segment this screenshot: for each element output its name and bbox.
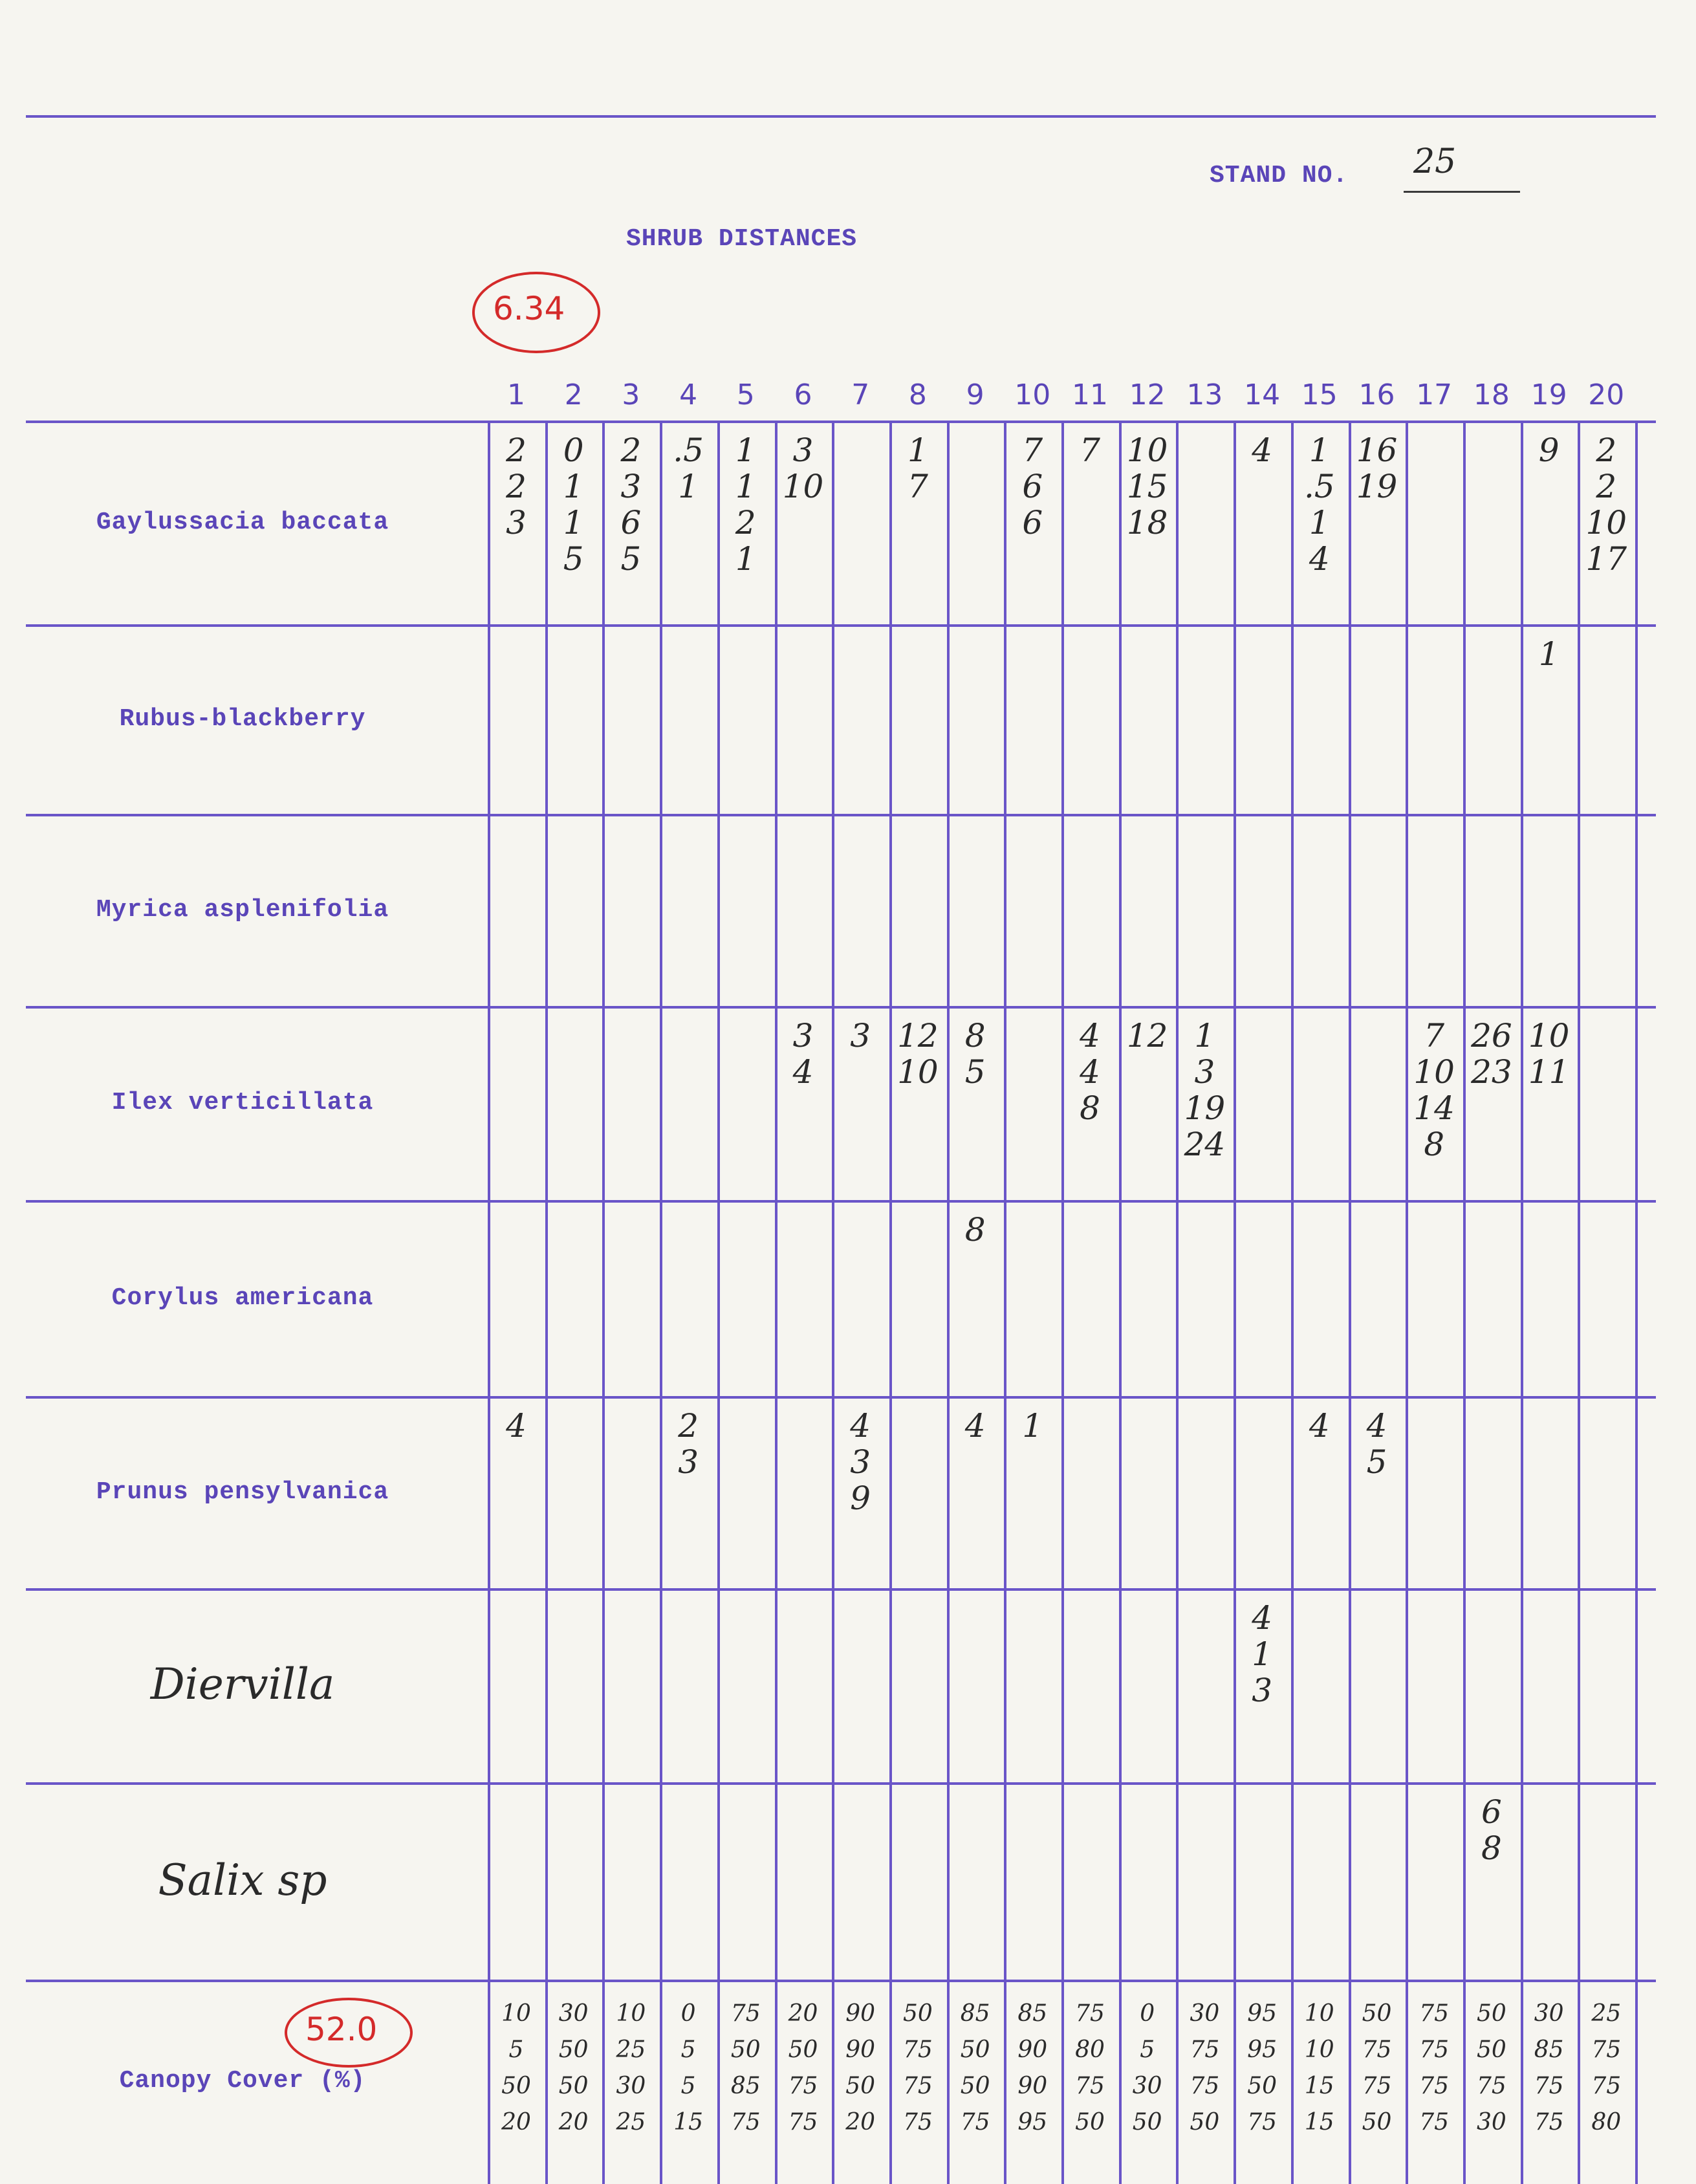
grid-cell: 8 [964,1211,986,1249]
canopy-cell: 25 75 75 80 [1591,2000,1622,2135]
column-number: 1 [507,378,525,411]
column-divider [1349,420,1351,2184]
canopy-cell: 75 50 85 75 [730,2000,761,2135]
column-number: 9 [966,378,984,411]
column-number: 16 [1358,378,1395,411]
column-divider [1406,420,1408,2184]
column-divider [1234,420,1236,2184]
grid-cell: 4 [964,1407,986,1445]
canopy-cell: 30 75 75 50 [1190,2000,1220,2135]
row-label: Rubus-blackberry [119,704,366,733]
column-divider [1176,420,1179,2184]
grid-cell: 7 6 6 [1022,431,1043,541]
column-divider [889,420,892,2184]
column-number: 3 [622,378,640,411]
grid-cell: 16 19 [1356,431,1398,505]
row-divider [26,1588,1656,1591]
column-divider [660,420,662,2184]
row-divider [26,814,1656,816]
row-divider [26,1782,1656,1785]
row-divider [26,1200,1656,1203]
canopy-cell: 30 50 50 20 [558,2000,589,2135]
row-label: Myrica asplenifolia [96,895,389,924]
column-divider [832,420,834,2184]
row-label: Salix sp [158,1855,327,1905]
row-divider [26,624,1656,627]
grid-cell: 2 2 3 [506,431,527,541]
canopy-cell: 10 10 15 15 [1304,2000,1334,2135]
grid-cell: 3 4 [792,1017,814,1091]
column-divider [1635,420,1638,2184]
column-divider [1578,420,1580,2184]
canopy-cell: 90 90 50 20 [845,2000,876,2135]
canopy-cell: 0 5 30 50 [1132,2000,1162,2135]
column-number: 4 [679,378,698,411]
row-label: Corylus americana [111,1283,374,1312]
stand-number-underline [1404,191,1520,193]
canopy-cell: 50 75 75 75 [902,2000,933,2135]
grid-cell: 1 [1538,635,1560,673]
grid-cell: 1 3 19 24 [1184,1017,1226,1163]
canopy-cell: 95 95 50 75 [1247,2000,1277,2135]
page-title: SHRUB DISTANCES [626,225,858,253]
grid-cell: 2 3 6 5 [620,431,642,578]
column-number: 17 [1416,378,1453,411]
column-number: 10 [1014,378,1051,411]
canopy-cell: 20 50 75 75 [788,2000,818,2135]
column-number: 5 [736,378,755,411]
canopy-cell: 50 50 75 30 [1476,2000,1506,2135]
stand-number-value: 25 [1413,142,1457,181]
grid-cell: 10 11 [1528,1017,1570,1091]
column-divider [1061,420,1064,2184]
column-number: 13 [1186,378,1223,411]
row-divider [26,1396,1656,1399]
column-divider [1291,420,1294,2184]
column-divider [717,420,720,2184]
column-number: 19 [1530,378,1567,411]
grid-cell: 1 .5 1 4 [1303,431,1335,578]
column-number: 2 [564,378,583,411]
column-number: 14 [1244,378,1281,411]
canopy-cell: 50 75 75 50 [1362,2000,1392,2135]
column-number: 6 [794,378,812,411]
column-number: 11 [1072,378,1108,411]
canopy-cover-label: Canopy Cover (%) [119,2067,366,2095]
column-number: 8 [908,378,927,411]
grid-cell: 1 [1022,1407,1043,1445]
column-divider [947,420,950,2184]
grid-cell: 2 3 [678,1407,699,1481]
column-number: 18 [1473,378,1510,411]
canopy-cell: 75 80 75 50 [1075,2000,1105,2135]
column-divider [545,420,548,2184]
grid-cell: 7 [1080,431,1100,469]
grid-cell: 4 5 [1366,1407,1387,1481]
canopy-cell: 75 75 75 75 [1419,2000,1450,2135]
grid-cell: 6 8 [1481,1793,1502,1867]
circled-total-shrub-value: 6.34 [493,290,565,327]
column-divider [775,420,777,2184]
canopy-cell: 10 5 50 20 [501,2000,531,2135]
grid-cell: 0 1 1 5 [563,431,584,578]
top-rule [26,115,1656,118]
grid-cell: 1 7 [907,431,928,505]
grid-cell: 10 15 18 [1126,431,1168,541]
grid-cell: 8 5 [964,1017,986,1091]
grid-cell: 2 2 10 17 [1585,431,1627,578]
grid-cell: 4 1 3 [1252,1599,1272,1709]
column-divider [488,420,490,2184]
grid-cell: 3 10 [782,431,824,505]
column-divider [1004,420,1006,2184]
grid-cell: .5 1 [673,431,704,505]
grid-cell: 9 [1538,431,1560,469]
row-label: Diervilla [150,1659,335,1709]
column-divider [1521,420,1523,2184]
grid-cell: 4 [1252,431,1272,469]
row-divider [26,1006,1656,1009]
grid-cell: 3 [850,1017,871,1054]
grid-cell: 4 [506,1407,527,1445]
row-label: Gaylussacia baccata [96,508,389,536]
row-label: Ilex verticillata [111,1089,374,1117]
column-number: 15 [1301,378,1338,411]
grid-cell: 1 1 2 1 [735,431,756,578]
canopy-cell: 30 85 75 75 [1534,2000,1564,2135]
canopy-cell: 85 50 50 75 [960,2000,990,2135]
row-divider [26,1980,1656,1982]
column-number: 12 [1129,378,1166,411]
grid-cell: 12 [1126,1017,1168,1054]
column-divider [1119,420,1122,2184]
circled-total-canopy-value: 52.0 [305,2011,378,2048]
grid-cell: 26 23 [1471,1017,1512,1091]
canopy-cell: 85 90 90 95 [1017,2000,1048,2135]
grid-cell: 12 10 [897,1017,939,1091]
row-divider [26,420,1656,423]
row-label: Prunus pensylvanica [96,1478,389,1506]
grid-cell: 7 10 14 8 [1413,1017,1455,1163]
grid-cell: 4 3 9 [850,1407,871,1517]
column-divider [602,420,605,2184]
column-number: 7 [851,378,870,411]
grid-cell: 4 [1309,1407,1330,1445]
stand-number-label: STAND NO. [1210,162,1349,190]
canopy-cell: 10 25 30 25 [616,2000,646,2135]
column-number: 20 [1588,378,1625,411]
canopy-cell: 0 5 5 15 [673,2000,703,2135]
grid-cell: 4 4 8 [1080,1017,1100,1127]
column-divider [1463,420,1466,2184]
